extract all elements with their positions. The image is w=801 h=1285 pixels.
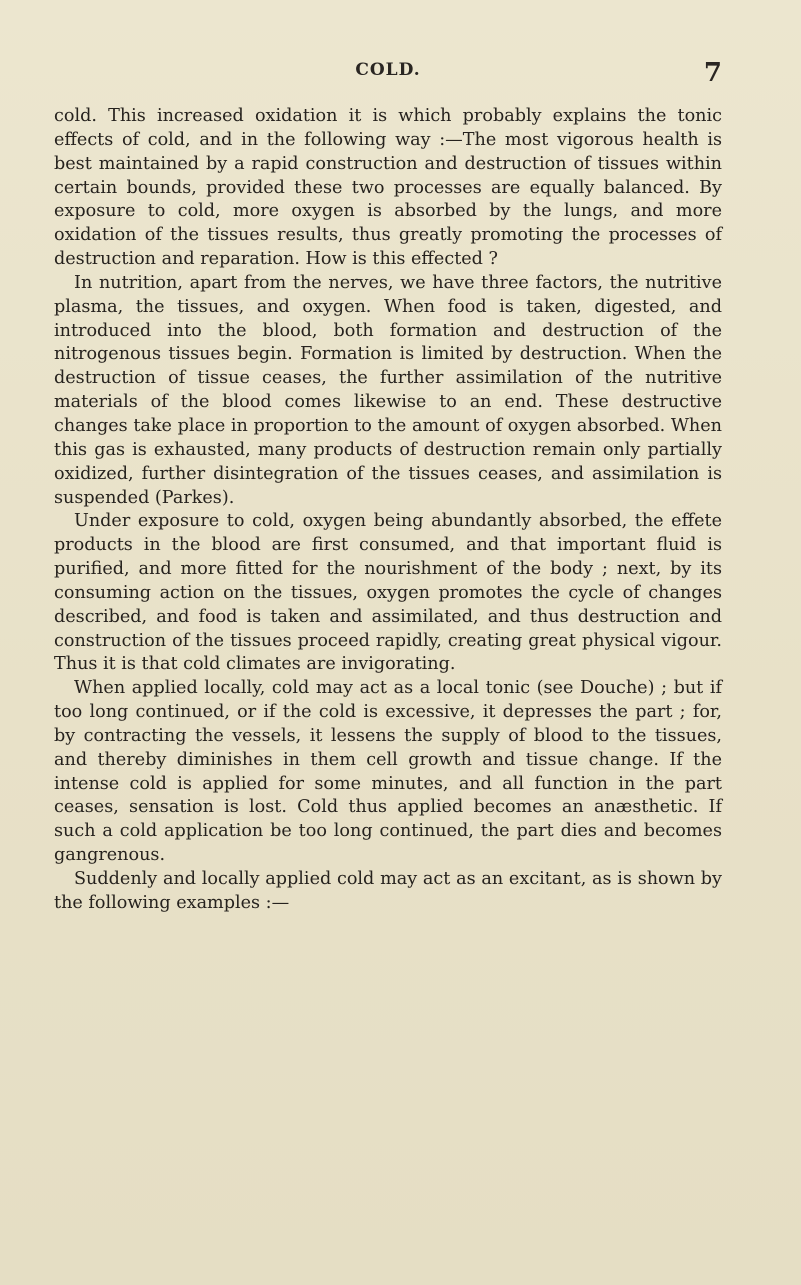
- paragraph-exposure: Under exposure to cold, oxygen being abundantly absorbed, the effete products in the blood are first consumed, and that important fluid is purified, and more fitted for the nourishment of the body ; next, by its consuming action on the tissues, oxygen promotes the cycle of changes described, and food is taken and assimilated, and thus destruction and construction of the tissues proceed rapidly, creating great physical vigour. Thus it is that cold climates are invigorating.: [54, 511, 722, 675]
- paragraph-nutrition: In nutrition, apart from the nerves, we have three factors, the nutritive plasma, the tissues, and oxygen. When food is taken, digested, and introduced into the blood, both formation and destruction of the nitrogenous tissues begin. Formation is limited by destruction. When the destruction of tissue ceases, the further assimilation of the nutritive materials of the blood comes likewise to an end. These destructive changes take place in proportion to the amount of oxygen absorbed. When this gas is exhausted, many products of destruction remain only partially oxidized, further disintegration of the tissues ceases, and assimilation is suspended (Parkes).: [54, 272, 722, 508]
- page-header: [54, 60, 722, 100]
- page-number: 7: [703, 58, 722, 88]
- paragraph-continuation: cold. This increased oxidation it is which probably explains the tonic effects of cold, and in the following way :—The most vigorous health is best maintained by a rapid construction and destruction of tissues within certain bounds, provided these two processes are equally balanced. By exposure to cold, more oxygen is absorbed by the lungs, and more oxidation of the tissues results, thus greatly promoting the processes of destruction and reparation. How is this effected ?: [54, 106, 722, 270]
- paragraph-excitant: Suddenly and locally applied cold may act as an excitant, as is shown by the following examples :—: [54, 869, 722, 913]
- body-text: [54, 105, 722, 916]
- running-head: COLD.: [355, 60, 421, 80]
- paragraph-local-application: When applied locally, cold may act as a local tonic (see Douche) ; but if too long continued, or if the cold is excessive, it depresses the part ; for, by contracting the vessels, it lessens the supply of blood to the tissues, and thereby diminishes in them cell growth and tissue change. If the intense cold is applied for some minutes, and all function in the part ceases, sensation is lost. Cold thus applied becomes an anæsthetic. If such a cold application be too long continued, the part dies and becomes gangrenous.: [54, 678, 722, 866]
